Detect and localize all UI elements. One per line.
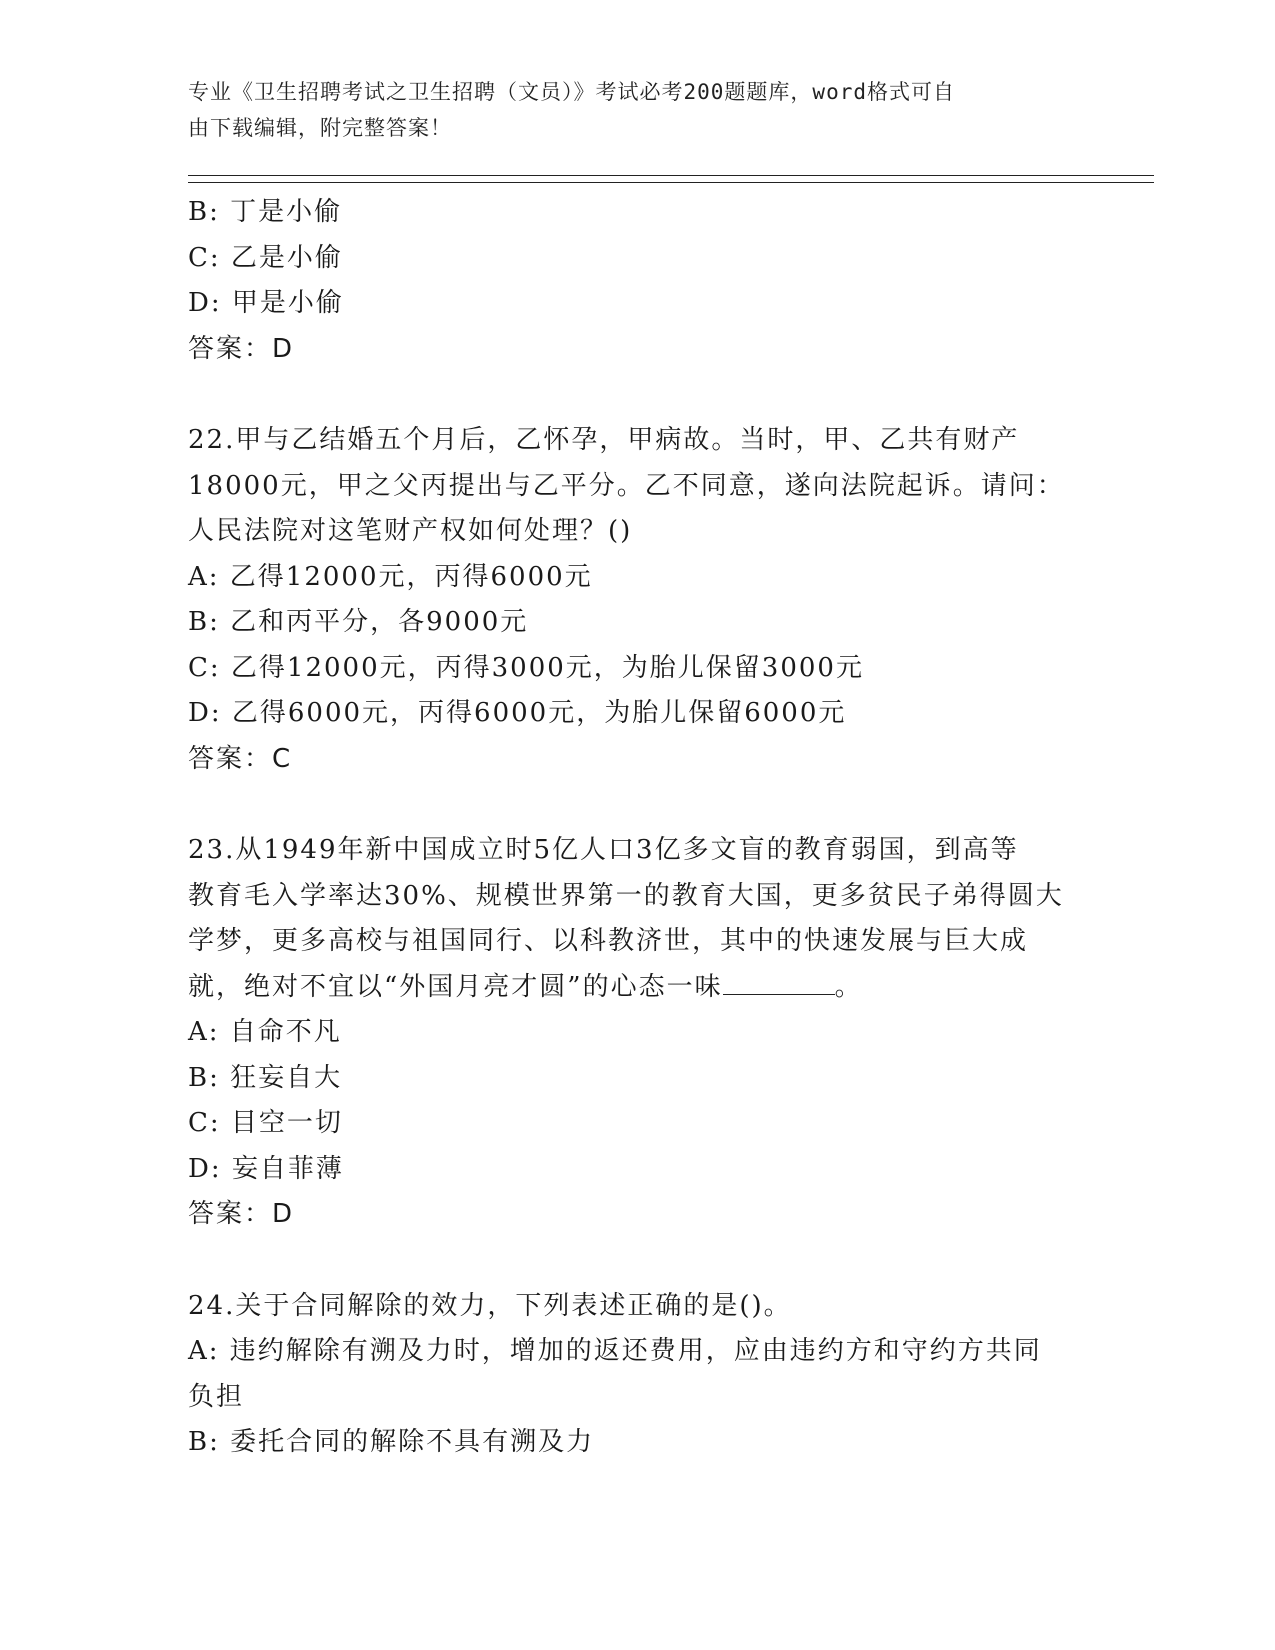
question-stem-line: 24.关于合同解除的效力，下列表述正确的是()。 — [188, 1290, 792, 1321]
question-23 — [188, 828, 1088, 1238]
question-stem-line: 18000元，甲之父丙提出与乙平分。乙不同意，遂向法院起诉。请问： — [188, 470, 1065, 501]
option-a: A: 违约解除有溯及力时，增加的返还费用，应由违约方和守约方共同 — [188, 1336, 1042, 1366]
option-c: C: 目空一切 — [188, 1108, 343, 1138]
answer: 答案：D — [188, 333, 295, 364]
answer: 答案：D — [188, 1199, 295, 1229]
question-stem-line: 23.从1949年新中国成立时5亿人口3亿多文盲的教育弱国，到高等 — [188, 835, 1019, 865]
option-d: D: 妄自菲薄 — [188, 1153, 344, 1184]
header-line-1: 专业《卫生招聘考试之卫生招聘（文员）》考试必考200题题库，word格式可自 — [188, 80, 955, 104]
question-stem-line — [188, 965, 1088, 1011]
option-d: D: 乙得6000元，丙得6000元，为胎儿保留6000元 — [188, 698, 847, 728]
question-21-tail — [188, 190, 1088, 372]
question-stem-line: 22.甲与乙结婚五个月后，乙怀孕，甲病故。当时，甲、乙共有财产 — [188, 425, 1020, 455]
option-b: B: 委托合同的解除不具有溯及力 — [188, 1427, 595, 1457]
option-c: C: 乙得12000元，丙得3000元，为胎儿保留3000元 — [188, 652, 864, 683]
option-a: A: 乙得12000元，丙得6000元 — [188, 561, 593, 592]
fill-blank — [723, 966, 835, 995]
header-divider-top — [188, 175, 1154, 176]
option-a-continued: 负担 — [188, 1381, 245, 1412]
option-a: A: 自命不凡 — [188, 1017, 342, 1047]
question-stem-line: 教育毛入学率达30%、规模世界第一的教育大国，更多贫民子弟得圆大 — [188, 880, 1064, 911]
question-24 — [188, 1284, 1088, 1466]
question-stem-line: 学梦，更多高校与祖国同行、以科教济世，其中的快速发展与巨大成 — [188, 926, 1029, 956]
option-d: D: 甲是小偷 — [188, 288, 344, 318]
header-divider-bottom — [188, 182, 1154, 183]
stem-end: 。 — [834, 971, 863, 1002]
option-b: B: 乙和丙平分，各9000元 — [188, 607, 529, 637]
question-content — [188, 190, 1088, 1466]
option-b: B: 狂妄自大 — [188, 1062, 343, 1093]
option-c: C: 乙是小偷 — [188, 242, 343, 273]
question-22 — [188, 418, 1088, 782]
option-b: B: 丁是小偷 — [188, 197, 343, 227]
answer: 答案：C — [188, 743, 293, 774]
header-line-2: 由下载编辑，附完整答案！ — [188, 116, 452, 140]
question-stem-line: 人民法院对这笔财产权如何处理？() — [188, 516, 633, 546]
document-header — [188, 74, 1088, 146]
stem-text: 就，绝对不宜以“外国月亮才圆”的心态一味 — [188, 971, 723, 1002]
